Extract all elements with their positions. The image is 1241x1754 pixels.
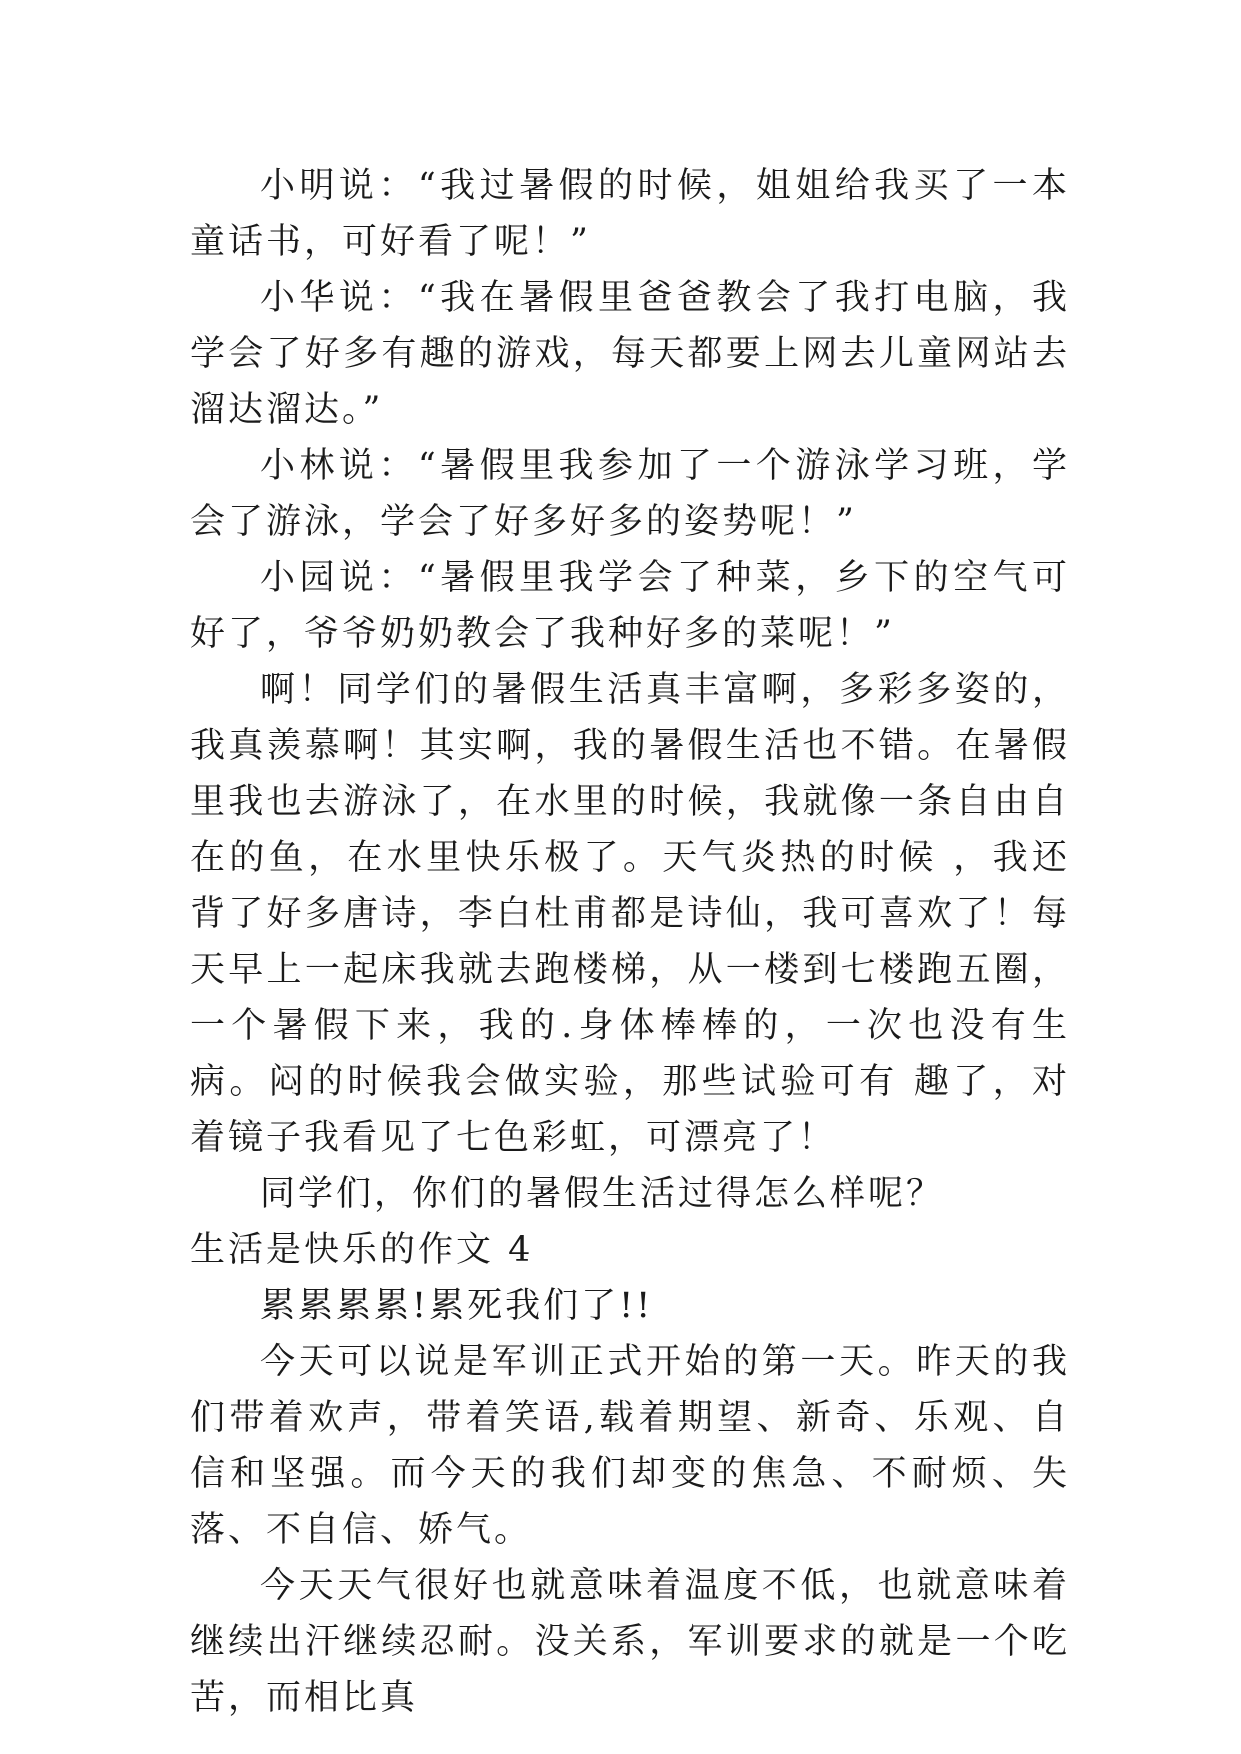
section-heading: 生活是快乐的作文 4 — [190, 1230, 534, 1270]
paragraph: 今天天气很好也就意味着温度不低，也就意味着继续出汗继续忍耐。没关系，军训要求的就是一个吃苦，而相比真 — [190, 1566, 1070, 1718]
paragraph: 小园说：“暑假里我学会了种菜，乡下的空气可好了，爷爷奶奶教会了我种好多的菜呢！” — [190, 558, 1070, 654]
paragraph: 累累累累!累死我们了!! — [260, 1286, 654, 1326]
paragraph: 今天可以说是军训正式开始的第一天。昨天的我们带着欢声，带着笑语,载着期望、新奇、乐观、自信和坚强。而今天的我们却变的焦急、不耐烦、失落、不自信、娇气。 — [190, 1342, 1070, 1550]
paragraph: 小华说：“我在暑假里爸爸教会了我打电脑，我学会了好多有趣的游戏，每天都要上网去儿童网站去溜达溜达。” — [190, 278, 1070, 430]
paragraph: 同学们，你们的暑假生活过得怎么样呢？ — [260, 1174, 945, 1214]
document-body — [190, 158, 1070, 1726]
paragraph: 小明说：“我过暑假的时候，姐姐给我买了一本童话书，可好看了呢！” — [190, 166, 1070, 262]
paragraph: 小林说：“暑假里我参加了一个游泳学习班，学会了游泳，学会了好多好多的姿势呢！” — [190, 446, 1070, 542]
paragraph: 啊！同学们的暑假生活真丰富啊，多彩多姿的，我真羡慕啊！其实啊，我的暑假生活也不错。在暑假里我也去游泳了，在水里的时候，我就像一条自由自在的鱼，在水里快乐极了。天气炎热的时候 ，我还背了好多唐诗，李白杜甫都是诗仙，我可喜欢了！每天早上一起床我就去跑楼梯，从一楼到七楼跑五圈，一个暑假下来，我的.身体棒棒的，一次也没有生病。闷的时候我会做实验，那些试验可有 趣了，对着镜子我看见了七色彩虹，可漂亮了！ — [190, 670, 1070, 1158]
